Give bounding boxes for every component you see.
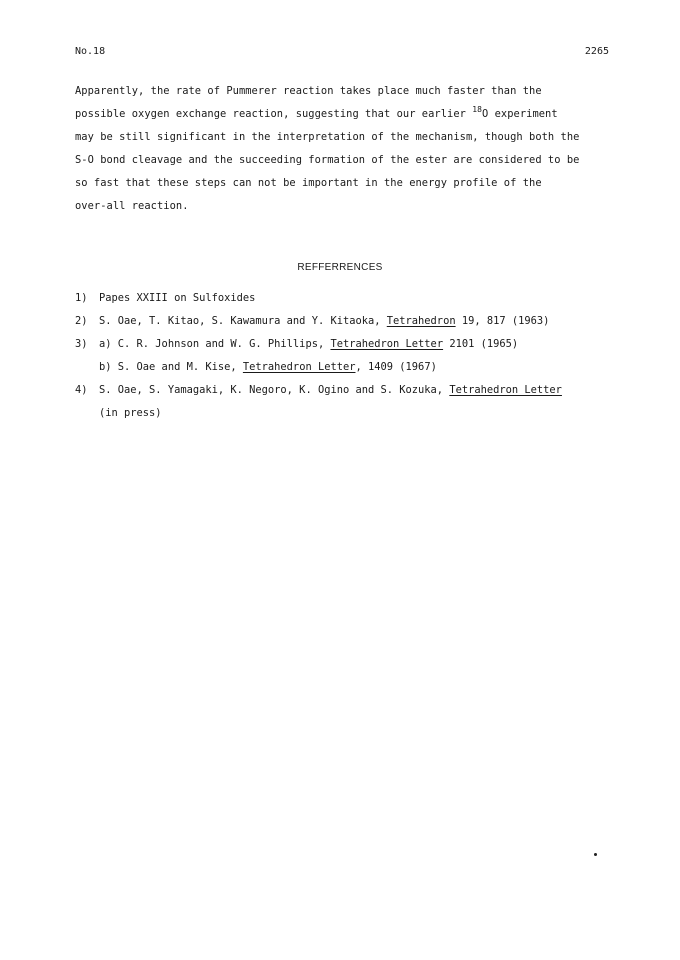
journal-number: No.18: [75, 46, 106, 57]
isotope-superscript: 18: [472, 105, 482, 114]
page-number: 2265: [584, 46, 609, 57]
body-line: over-all reaction.: [75, 200, 189, 212]
journal-title: Tetrahedron Letter: [242, 361, 356, 373]
reference-item: [75, 287, 615, 310]
body-paragraph: [75, 80, 615, 218]
reference-number: 1): [75, 292, 88, 304]
body-line: [75, 103, 615, 126]
body-line-text: possible oxygen exchange reaction, suggesting that our earlier: [75, 108, 473, 120]
reference-number: 2): [75, 315, 88, 327]
reference-text: S. Oae, T. Kitao, S. Kawamura and Y. Kitaoka, Tetrahedron 19, 817 (1963): [99, 315, 550, 327]
page-header: [75, 46, 609, 60]
reference-number: 3): [75, 338, 88, 350]
journal-title: Tetrahedron Letter: [330, 338, 444, 350]
stray-mark: [594, 853, 597, 856]
journal-title: Tetrahedron: [386, 315, 456, 327]
reference-text: a) C. R. Johnson and W. G. Phillips, Tetrahedron Letter 2101 (1965): [99, 338, 519, 350]
reference-text: b) S. Oae and M. Kise, Tetrahedron Letter, 1409 (1967): [99, 361, 437, 373]
references-heading: REFFERRENCES: [297, 262, 383, 273]
reference-number: 4): [75, 384, 88, 396]
reference-list: [75, 287, 615, 425]
reference-text: Papes XXIII on Sulfoxides: [99, 292, 256, 304]
reference-item: [75, 379, 615, 402]
body-line: so fast that these steps can not be important in the energy profile of the: [75, 177, 542, 189]
reference-text: S. Oae, S. Yamagaki, K. Negoro, K. Ogino and S. Kozuka, Tetrahedron Letter: [99, 384, 562, 396]
reference-item: [75, 356, 615, 379]
body-line: S-O bond cleavage and the succeeding formation of the ester are considered to be: [75, 154, 580, 166]
reference-item: [75, 310, 615, 333]
reference-item: [75, 402, 615, 425]
body-line: Apparently, the rate of Pummerer reaction takes place much faster than the: [75, 85, 542, 97]
reference-text: (in press): [99, 407, 162, 419]
body-line: may be still significant in the interpretation of the mechanism, though both the: [75, 131, 580, 143]
journal-title: Tetrahedron Letter: [449, 384, 562, 396]
isotope-element-text: O experiment: [482, 108, 558, 120]
reference-item: [75, 333, 615, 356]
